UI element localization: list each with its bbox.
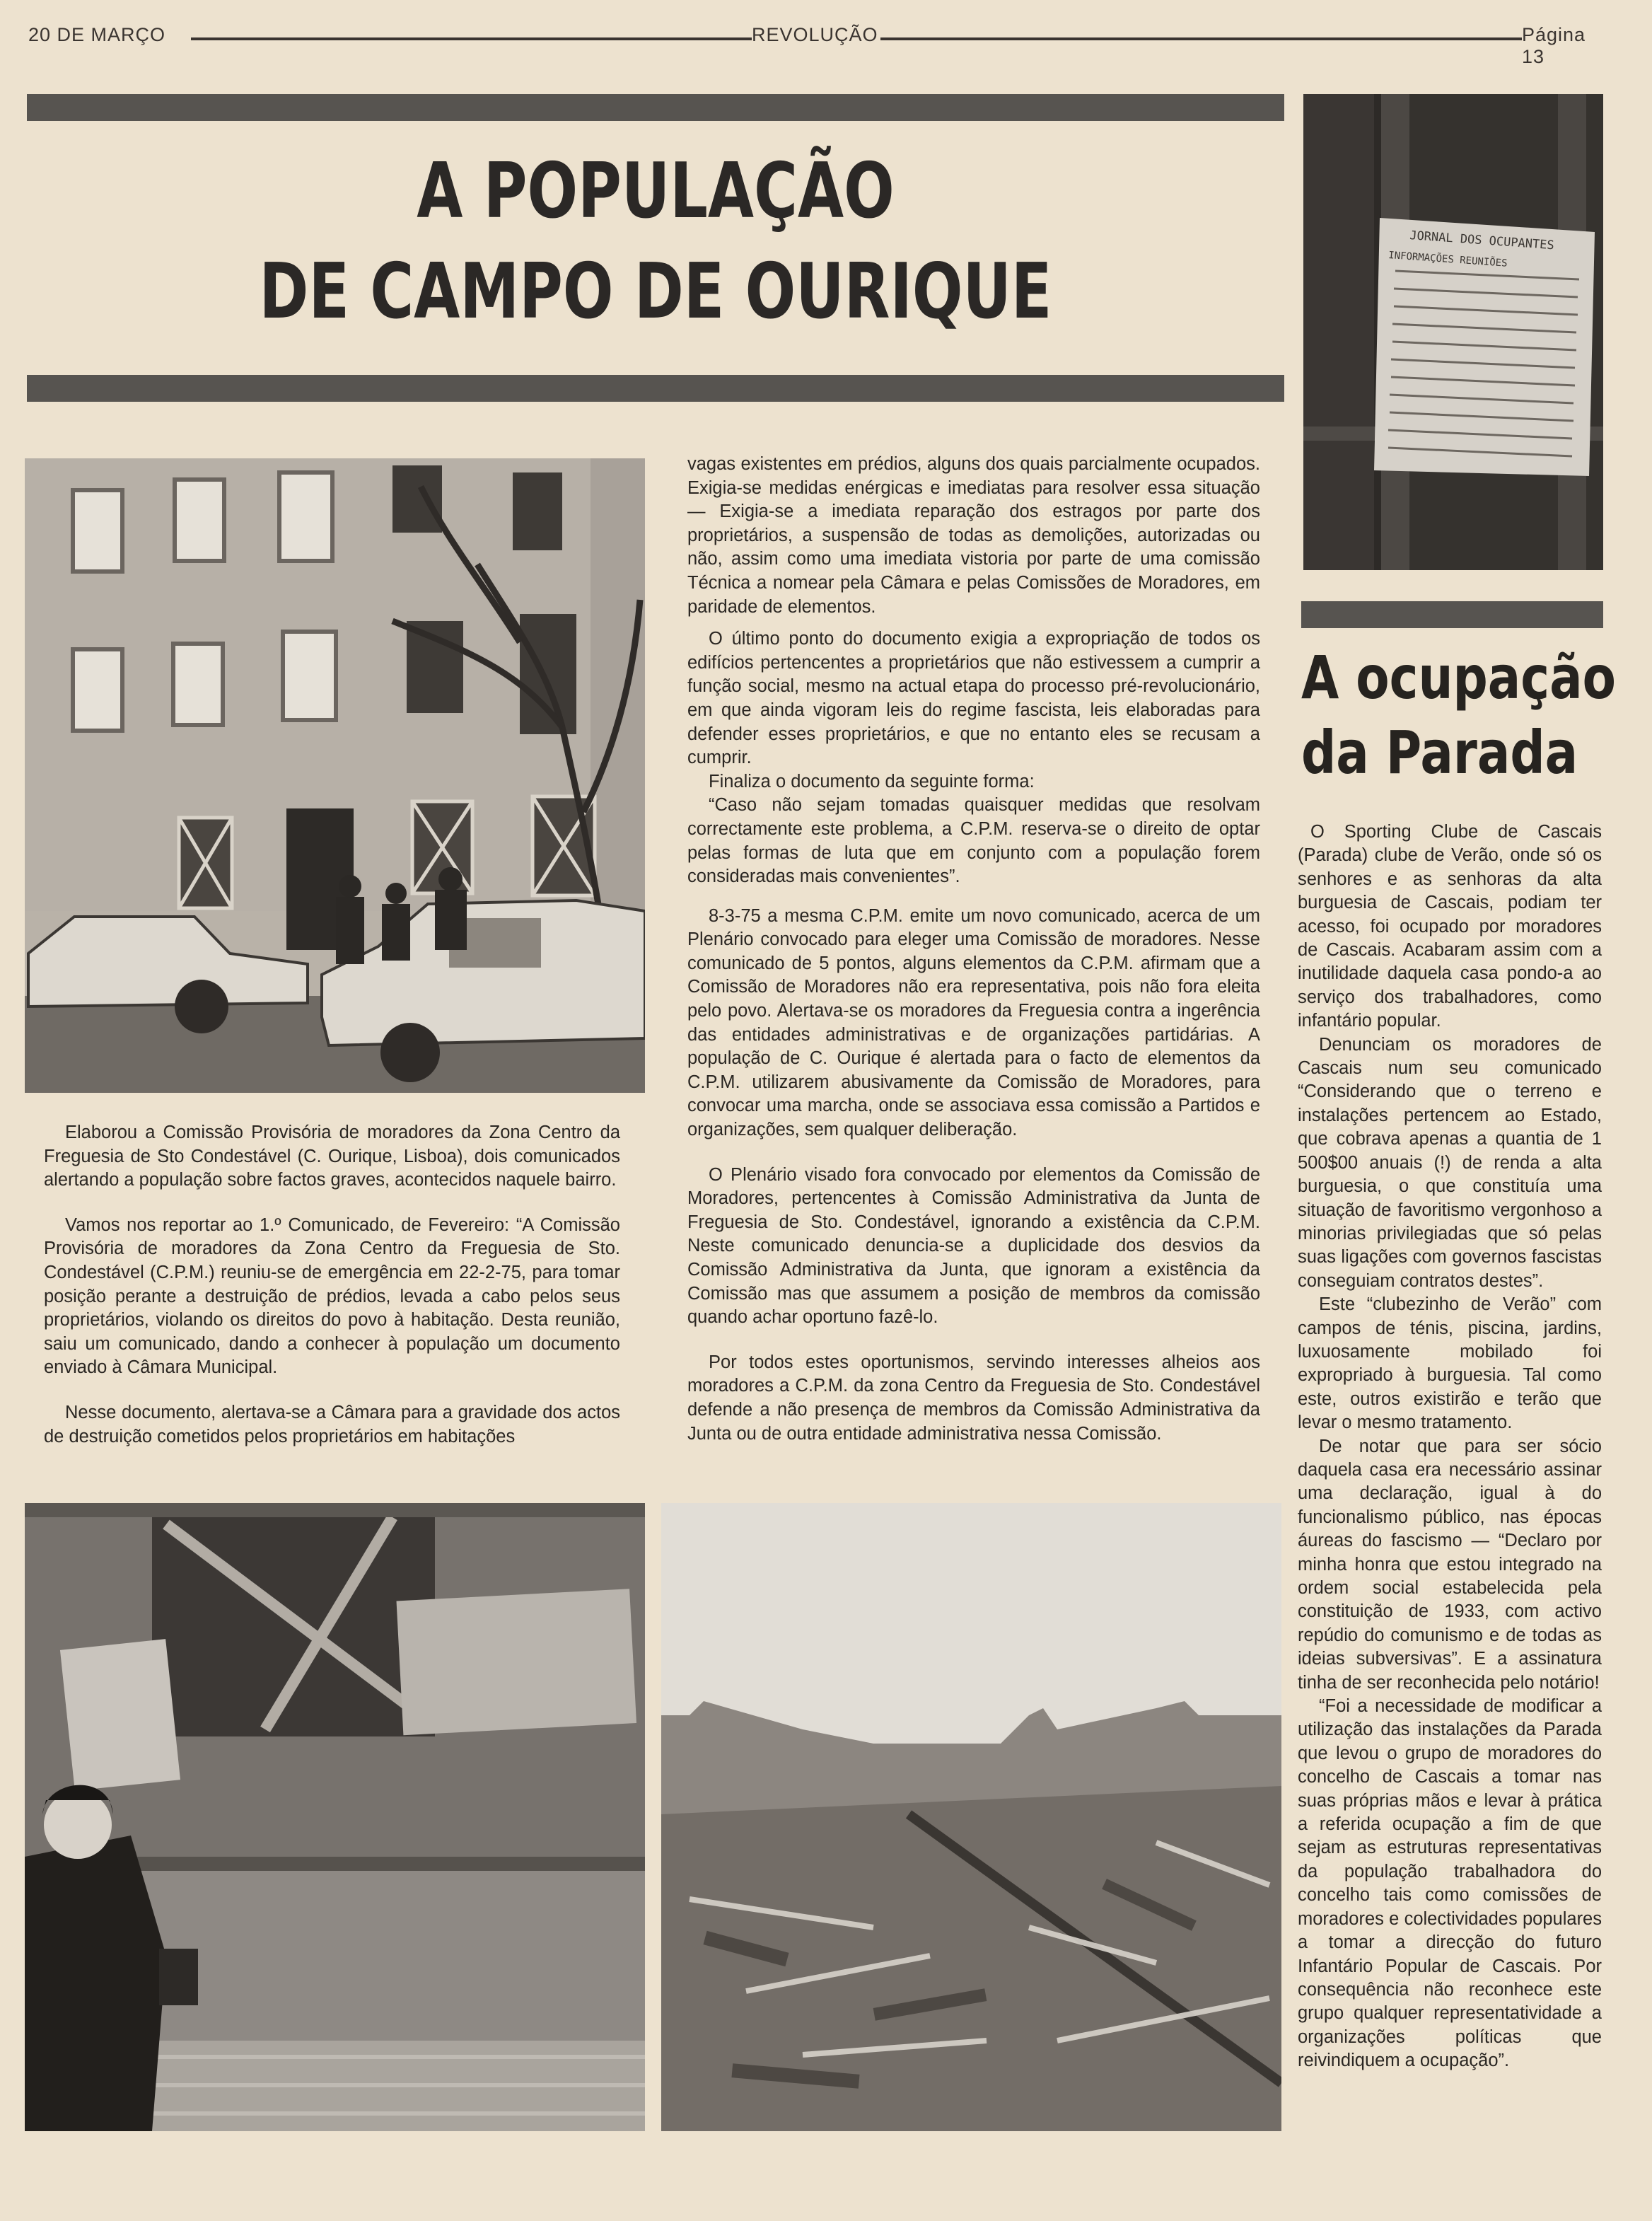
header-page-number: Página 13	[1522, 24, 1607, 68]
notice-subheading: INFORMAÇÕES REUNIÕES	[1388, 250, 1508, 269]
col2-paragraph-7: Por todos estes oportunismos, servindo interesses alheios aos moradores a C.P.M. da zona Centro da Freguesia de Sto. Condestável defende a não presença de membros da Comissão Administrativa da Junta ou de outra entidade administrativa nessa Comissão.	[687, 1352, 1260, 1444]
subtitle-line-2: da Parada	[1301, 718, 1578, 787]
title-bottom-bar	[27, 375, 1284, 402]
title-top-bar	[27, 94, 1284, 121]
header-paper-name: REVOLUÇÃO	[752, 24, 878, 45]
col3-paragraph-1: O Sporting Clube de Cascais (Parada) clube de Verão, onde só os senhores e as senhoras da alta burguesia de Cascais, podiam ter acesso, foi ocupado por moradores de Cascais. Acabaram assim com a inutilidade daquela casa pondo-a ao serviço dos trabalhadores, como infantário popular.	[1298, 822, 1602, 1031]
headline-line-1: A POPULAÇÃO	[417, 147, 895, 236]
col2-paragraph-3: Finaliza o documento da seguinte forma:	[709, 771, 1035, 791]
col3-paragraph-5: “Foi a necessidade de modificar a utilização das instalações da Parada que levou o grupo de moradores do concelho de Cascais a tomar nas suas próprias mãos e levar à prática a referida ocupação a fim de que sejam as estruturas representativas da população trabalhadora do concelho tais como comissões de moradores e colectividades populares a tomar a direcção do futuro Infantário Popular de Cascais. Por consequência não reconhece este grupo qualquer representatividade a organizações políticas que reivindiquem a ocupação”.	[1298, 1696, 1602, 2071]
col3-paragraph-3: Este “clubezinho de Verão” com campos de ténis, piscina, jardins, luxuosamente mobilado foi expropriado à burguesia. Tal como este, outros existirão e terão que levar o mesmo tratamento.	[1298, 1294, 1602, 1433]
photo-boarded-wall	[25, 1503, 645, 2131]
header-rule-right	[880, 37, 1542, 40]
photo-building-street	[25, 458, 645, 1093]
col2-paragraph-1: vagas existentes em prédios, alguns dos quais parcialmente ocupados. Exigia-se medidas enérgicas e imediatas para resolver essa situação — Exigia-se a imediata reparação dos estragos por parte dos proprietários, a suspensão de todas as demolições, autorizadas ou não, assim como uma imediata vistoria por parte de uma comissão Técnica a nomear pela Câmara e pelas Comissões de Moradores, em paridade de elementos.	[687, 454, 1260, 617]
subtitle-top-bar	[1301, 601, 1603, 628]
photo-demolition-rubble	[661, 1503, 1281, 2131]
col1-paragraph-2: Vamos nos reportar ao 1.º Comunicado, de Fevereiro: “A Comissão Provisória de moradores da Zona Centro da Freguesia de Sto. Condestável (C.P.M.) reuniu-se de emergência em 22-2-75, para tomar posição perante a destruição de prédios, levada a cabo pelos seus proprietários, violando os direitos do povo à habitação. Desta reunião, saiu um comunicado, dando a conhecer à população um documento enviado à Câmara Municipal.	[44, 1214, 620, 1378]
notice-heading: JORNAL DOS OCUPANTES	[1409, 228, 1555, 253]
col2-paragraph-5: 8-3-75 a mesma C.P.M. emite um novo comunicado, acerca de um Plenário convocado para eleger uma Comissão de moradores. Nesse comunicado de 5 pontos, alguns elementos da C.P.M. afirmam que a Comissão de Moradores não era representativa, pois não fora eleita pelo povo. Alertava-se os moradores da Freguesia contra a ingerência das entidades administrativas e de organizações partidárias. A população de C. Ourique é alertada para o facto de elementos da C.P.M. utilizarem abusivamente da Comissão de Moradores, para convocar uma marcha, onde se associava essa comissão a Partidos e organizações, sem qualquer deliberação.	[687, 905, 1260, 1140]
photo-posted-notice	[1303, 94, 1603, 570]
col3-paragraph-2: Denunciam os moradores de Cascais num seu comunicado “Considerando que o terreno e instalações pertencem ao Estado, que cobrava apenas a quantia de 1 500$00 anuais (!) de renda a alta burguesia, o que constituía uma situação de favoritismo vergonhoso a minorias privilegiadas que só pelas suas ligações com governos fascistas conseguiam contratos destes”.	[1298, 1034, 1602, 1291]
article-column-3	[1298, 820, 1602, 2073]
col3-paragraph-4: De notar que para ser sócio daquela casa era necessário assinar uma declaração, igual à do funcionalismo público, nas épocas áureas do fascismo — “Declaro por minha honra que estou integrado na ordem social estabelecida pela constituição de 1933, com activo repúdio do comunismo e de todas as ideias subversivas”. E a assinatura tinha de ser reconhecida pelo notário!	[1298, 1436, 1602, 1693]
article-column-1	[44, 1121, 620, 1463]
header-date: 20 DE MARÇO	[28, 24, 166, 45]
section-subtitle	[1301, 640, 1616, 790]
col1-paragraph-3: Nesse documento, alertava-se a Câmara para a gravidade dos actos de destruição cometidos pelos proprietários em habitações	[44, 1402, 620, 1446]
col2-paragraph-6: O Plenário visado fora convocado por elementos da Comissão de Moradores, pertencentes à Comissão Administrativa da Junta de Freguesia de Sto. Condestável, ignorando a existência da C.P.M. Neste comunicado denuncia-se a duplicidade dos desvios da Comissão Administrativa da Junta, que ignoram a existência da Comissão mas que assumem a posição de membros da comissão quando achar oportuno fazê-lo.	[687, 1164, 1260, 1328]
header-rule-left	[191, 37, 771, 40]
headline-line-2: DE CAMPO DE OURIQUE	[259, 248, 1052, 336]
subtitle-line-1: A ocupação	[1301, 643, 1616, 712]
col2-paragraph-2: O último ponto do documento exigia a expropriação de todos os edifícios pertencentes a proprietários que não estivessem a cumprir a função social, mesmo na actual etapa do processo pré-revolucionário, em que ainda vigoram leis do regime fascista, leis elaboradas para defender esses proprietários, e que no entanto eles se recusam a cumprir.	[687, 629, 1260, 768]
col2-paragraph-4: “Caso não sejam tomadas quaisquer medidas que resolvam correctamente este problema, a C.P.M. reserva-se o direito de optar pelas formas de luta que em conjunto com a população forem consideradas mais convenientes”.	[687, 795, 1260, 887]
headline	[166, 120, 1145, 361]
article-column-2	[687, 453, 1260, 1460]
col1-paragraph-1: Elaborou a Comissão Provisória de moradores da Zona Centro da Freguesia de Sto Condestável (C. Ourique, Lisboa), dois comunicados alertando a população sobre factos graves, acontecidos naquele bairro.	[44, 1123, 620, 1190]
page-header	[28, 21, 1607, 67]
